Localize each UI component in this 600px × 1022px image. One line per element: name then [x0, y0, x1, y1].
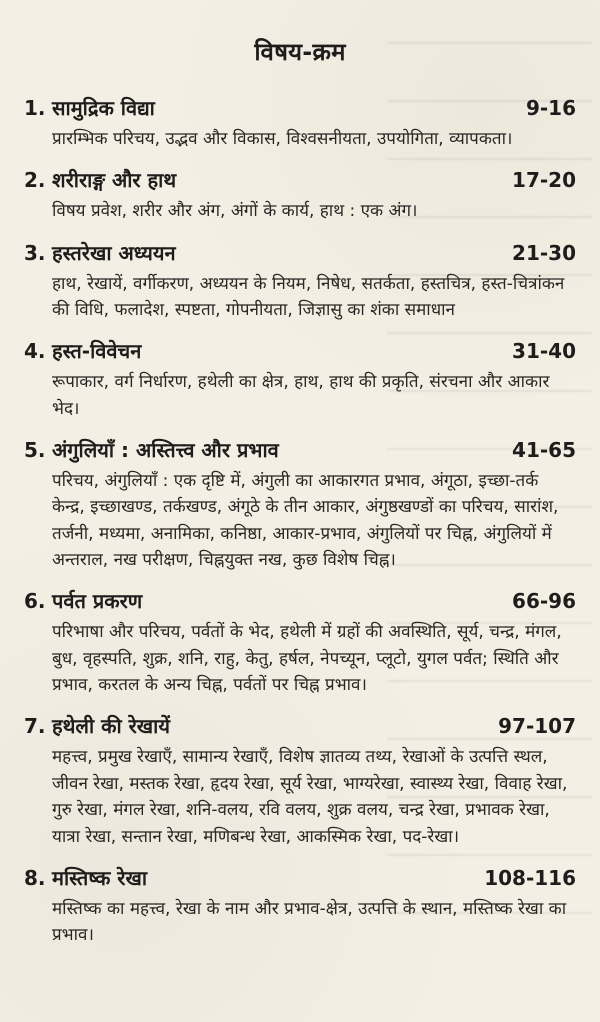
- toc-entry-number: 5.: [24, 438, 46, 463]
- toc-entry-title: हस्तरेखा अध्ययन: [52, 240, 176, 265]
- toc-entry-number: 4.: [24, 339, 46, 364]
- toc-entry-title: शरीराङ्ग और हाथ: [52, 168, 177, 193]
- toc-entry-pages: 41-65: [512, 438, 576, 463]
- table-of-contents: [24, 35, 576, 965]
- toc-entry-description: महत्त्व, प्रमुख रेखाएँ, सामान्य रेखाएँ, विशेष ज्ञातव्य तथ्य, रेखाओं के उत्पत्ति स्थल, जीवन रेखा, मस्तक रेखा, हृदय रेखा, सूर्य रेखा, भाग्यरेखा, स्वास्थ्य रेखा, विवाह रेखा, गुरु रेखा, मंगल रेखा, शनि-वलय, रवि वलय, शुक्र वलय, चन्द्र रेखा, प्रभावक रेखा, यात्रा रेखा, सन्तान रेखा, मणिबन्ध रेखा, आकस्मिक रेखा, पद-रेखा।: [52, 747, 568, 847]
- toc-entry-pages: 21-30: [512, 240, 576, 265]
- toc-entry-pages: 108-116: [484, 865, 576, 890]
- toc-entry-title: हथेली की रेखायें: [52, 714, 170, 739]
- toc-entry: [24, 241, 576, 324]
- toc-entry-title: मस्तिष्क रेखा: [52, 865, 148, 890]
- toc-entry-number: 6.: [24, 589, 46, 614]
- toc-entry-title: अंगुलियाँ : अस्तित्त्व और प्रभाव: [52, 438, 279, 463]
- toc-entry-pages: 66-96: [512, 589, 576, 614]
- toc-entry-title: पर्वत प्रकरण: [52, 589, 143, 614]
- toc-entry-header: [24, 714, 576, 738]
- toc-entry-header: [24, 96, 576, 120]
- toc-entry-description: परिभाषा और परिचय, पर्वतों के भेद, हथेली में ग्रहों की अवस्थिति, सूर्य, चन्द्र, मंगल, बुध, वृहस्पति, शुक्र, शनि, राहु, केतु, हर्षल, नेपच्यून, प्लूटो, युगल पर्वत; स्थिति और प्रभाव, करतल के अन्य चिह्न, पर्वतों पर चिह्न प्रभाव।: [52, 622, 562, 696]
- page-title: विषय-क्रम: [254, 38, 346, 66]
- toc-entry-number: 2.: [24, 168, 46, 193]
- toc-entry-header: [24, 168, 576, 192]
- toc-entry-description: विषय प्रवेश, शरीर और अंग, अंगों के कार्य, हाथ : एक अंग।: [52, 201, 418, 222]
- toc-entry-pages: 9-16: [525, 96, 576, 120]
- toc-entry: [24, 168, 576, 224]
- toc-entry: [24, 866, 576, 949]
- toc-entry-header: [24, 438, 576, 462]
- toc-entry-number: 7.: [24, 714, 46, 739]
- toc-entry-pages: 17-20: [512, 168, 576, 193]
- toc-entry-number: 8.: [24, 865, 46, 890]
- toc-entry: [24, 339, 576, 422]
- toc-entry-title: हस्त-विवेचन: [52, 339, 142, 364]
- toc-entry-title: सामुद्रिक विद्या: [52, 96, 155, 120]
- toc-entry-pages: 31-40: [512, 339, 576, 364]
- toc-entry-number: 1.: [24, 96, 46, 120]
- toc-entry: [24, 438, 576, 573]
- toc-entry-description: रूपाकार, वर्ग निर्धारण, हथेली का क्षेत्र, हाथ, हाथ की प्रकृति, संरचना और आकार भेद।: [52, 372, 550, 419]
- toc-entry-description: हाथ, रेखायें, वर्गीकरण, अध्ययन के नियम, निषेध, सतर्कता, हस्तचित्र, हस्त-चित्रांकन की विधि, फलादेश, स्पष्टता, गोपनीयता, जिज्ञासु का शंका समाधान: [52, 273, 565, 321]
- toc-entry: [24, 714, 576, 849]
- toc-entry-header: [24, 339, 576, 363]
- toc-entry-number: 3.: [24, 240, 46, 265]
- toc-entry: [24, 589, 576, 698]
- toc-entry-header: [24, 866, 576, 890]
- toc-entry-description: परिचय, अंगुलियाँ : एक दृष्टि में, अंगुली का आकारगत प्रभाव, अंगूठा, इच्छा-तर्क केन्द्र, इच्छाखण्ड, तर्कखण्ड, अंगूठे के तीन आकार, अंगुष्ठखण्डों का परिचय, सारांश, तर्जनी, मध्यमा, अनामिका, कनिष्ठा, आकार-प्रभाव, अंगुलियों पर चिह्न, अंगुलियों में अन्तराल, नख परीक्षण, चिह्नयुक्त नख, कुछ विशेष चिह्न।: [52, 471, 559, 571]
- toc-entry-description: प्रारम्भिक परिचय, उद्भव और विकास, विश्वसनीयता, उपयोगिता, व्यापकता।: [52, 129, 513, 149]
- toc-entry: [24, 96, 576, 152]
- toc-entry-header: [24, 589, 576, 613]
- toc-entry-description: मस्तिष्क का महत्त्व, रेखा के नाम और प्रभाव-क्षेत्र, उत्पत्ति के स्थान, मस्तिष्क रेखा का प्रभाव।: [52, 898, 567, 946]
- toc-entry-pages: 97-107: [498, 714, 576, 739]
- toc-entry-header: [24, 241, 576, 265]
